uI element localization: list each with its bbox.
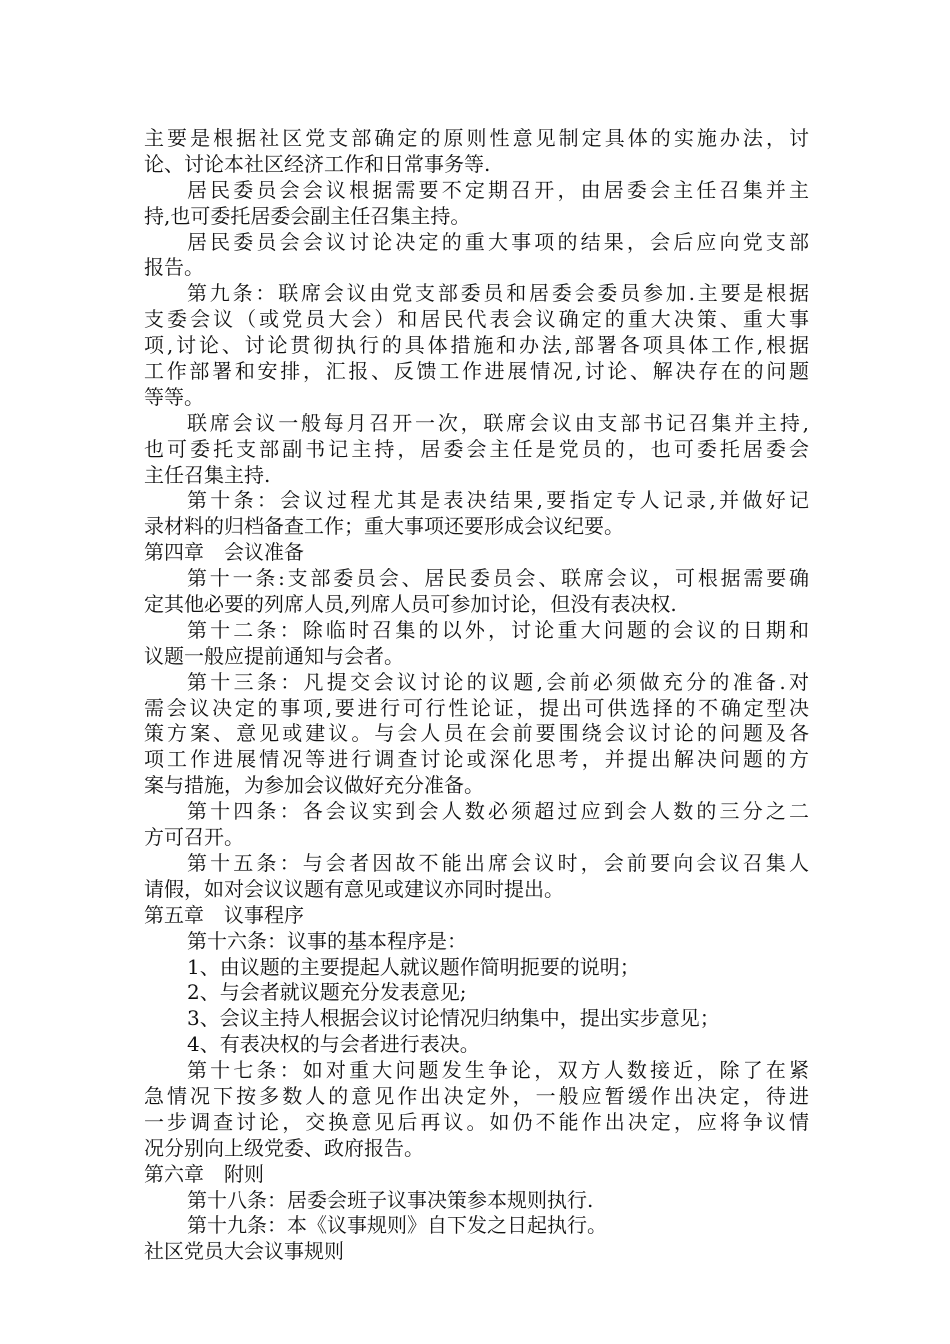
paragraph-line: 报告。	[144, 255, 204, 280]
chapter-heading: 第四章 会议准备	[144, 540, 304, 565]
paragraph-line: 第十八条：居委会班子议事决策参本规则执行.	[187, 1187, 594, 1212]
paragraph-line: 支委会议（或党员大会）和居民代表会议确定的重大决策、重大事	[144, 307, 809, 332]
paragraph-line: 请假，如对会议议题有意见或建议亦同时提出。	[144, 876, 564, 901]
paragraph-line: 案与措施，为参加会议做好充分准备。	[144, 773, 484, 798]
chapter-heading: 第五章 议事程序	[144, 902, 304, 927]
paragraph-line: 项工作进展情况等进行调查讨论或深化思考，并提出解决问题的方	[144, 747, 809, 772]
paragraph-line: 项,讨论、讨论贯彻执行的具体措施和办法,部署各项具体工作,根据	[144, 333, 809, 358]
paragraph-line: 第十三条：凡提交会议讨论的议题,会前必须做充分的准备.对	[187, 669, 809, 694]
paragraph-line: 第十九条：本《议事规则》自下发之日起执行。	[187, 1213, 607, 1238]
paragraph-line: 策方案、意见或建议。与会人员在会前要围绕会议讨论的问题及各	[144, 721, 809, 746]
paragraph-line: 录材料的归档备查工作；重大事项还要形成会议纪要。	[144, 514, 624, 539]
paragraph-line: 第十四条：各会议实到会人数必须超过应到会人数的三分之二	[187, 799, 809, 824]
paragraph-line: 第十五条：与会者因故不能出席会议时，会前要向会议召集人	[187, 850, 809, 875]
paragraph-line: 第十六条：议事的基本程序是：	[187, 928, 467, 953]
list-item: 3、会议主持人根据会议讨论情况归纳集中，提出实步意见；	[187, 1006, 720, 1031]
paragraph-line: 需会议决定的事项,要进行可行性论证，提出可供选择的不确定型决	[144, 695, 809, 720]
paragraph-line: 等等。	[144, 384, 204, 409]
paragraph-line: 持,也可委托居委会副主任召集主持。	[144, 203, 471, 228]
chapter-heading: 第六章 附则	[144, 1161, 264, 1186]
paragraph-line: 第十七条：如对重大问题发生争论，双方人数接近，除了在紧	[187, 1058, 809, 1083]
paragraph-line: 方可召开。	[144, 825, 244, 850]
paragraph-line: 议题一般应提前通知与会者。	[144, 643, 404, 668]
document-body	[144, 126, 809, 1265]
paragraph-line: 也可委托支部副书记主持，居委会主任是党员的，也可委托居委会	[144, 436, 809, 461]
paragraph-line: 一步调查讨论，交换意见后再议。如仍不能作出决定，应将争议情	[144, 1109, 809, 1134]
list-item: 4、有表决权的与会者进行表决。	[187, 1032, 480, 1057]
paragraph-line: 联席会议一般每月召开一次，联席会议由支部书记召集并主持,	[187, 410, 809, 435]
paragraph-line: 论、讨论本社区经济工作和日常事务等.	[144, 151, 491, 176]
paragraph-line: 主要是根据社区党支部确定的原则性意见制定具体的实施办法，讨	[144, 126, 809, 150]
paragraph-line: 居民委员会会议讨论决定的重大事项的结果，会后应向党支部	[187, 229, 809, 254]
paragraph-line: 况分别向上级党委、政府报告。	[144, 1135, 424, 1160]
paragraph-line: 第十一条:支部委员会、居民委员会、联席会议，可根据需要确	[187, 566, 809, 591]
paragraph-line: 第十条：会议过程尤其是表决结果,要指定专人记录,并做好记	[187, 488, 809, 513]
list-item: 1、由议题的主要提起人就议题作简明扼要的说明；	[187, 954, 640, 979]
document-title: 社区党员大会议事规则	[144, 1239, 344, 1264]
paragraph-line: 主任召集主持.	[144, 462, 271, 487]
paragraph-line: 居民委员会会议根据需要不定期召开，由居委会主任召集并主	[187, 177, 809, 202]
list-item: 2、与会者就议题充分发表意见;	[187, 980, 467, 1005]
paragraph-line: 第九条：联席会议由党支部委员和居委会委员参加.主要是根据	[187, 281, 809, 306]
paragraph-line: 工作部署和安排，汇报、反馈工作进展情况,讨论、解决存在的问题	[144, 359, 809, 384]
paragraph-line: 第十二条：除临时召集的以外，讨论重大问题的会议的日期和	[187, 617, 809, 642]
paragraph-line: 定其他必要的列席人员,列席人员可参加讨论，但没有表决权.	[144, 592, 677, 617]
paragraph-line: 急情况下按多数人的意见作出决定外，一般应暂缓作出决定，待进	[144, 1083, 809, 1108]
